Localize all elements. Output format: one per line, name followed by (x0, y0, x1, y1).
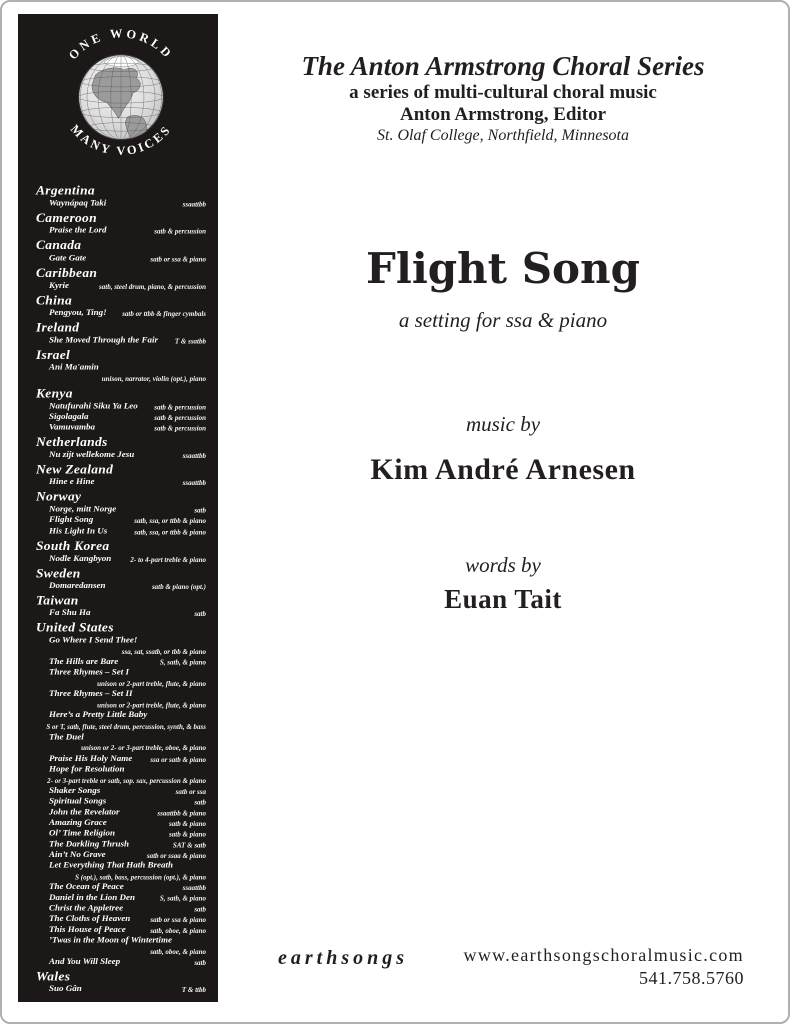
song-voicing: satb or ttbb & finger cymbals (122, 310, 206, 319)
song-entry (36, 307, 206, 318)
song-title: Flight Song (49, 514, 94, 525)
song-title: Ain’t No Grave (49, 849, 106, 859)
song-voicing: satb & piano (opt.) (151, 583, 206, 591)
song-entry (36, 956, 206, 967)
song-entry (36, 731, 206, 752)
song-entry (36, 710, 206, 731)
country-section (36, 184, 206, 208)
country-section (36, 566, 206, 590)
country-name: Norway (36, 489, 82, 504)
song-voicing: SAT & satb (172, 841, 206, 850)
song-voicing: satb, oboe, & piano (150, 927, 206, 935)
song-voicing: ssa or satb & piano (150, 755, 206, 764)
country-section (36, 294, 206, 318)
song-title: Three Rhymes – Set II (49, 688, 133, 699)
song-entry (36, 411, 206, 422)
country-section (36, 321, 206, 345)
song-entry (36, 881, 206, 892)
song-entry (36, 449, 206, 460)
country-name: Wales (36, 968, 71, 984)
song-title: Domaredansen (49, 580, 106, 590)
song-title: Pengyou, Ting! (49, 307, 107, 318)
country-section (36, 463, 206, 487)
country-section (36, 435, 206, 459)
song-title: The Cloths of Heaven (49, 913, 131, 924)
globe-icon (36, 22, 206, 174)
song-entry (36, 477, 206, 488)
song-voicing: satb (194, 610, 206, 619)
work-title-block (218, 245, 788, 333)
song-title: The Duel (49, 731, 84, 741)
song-voicing: satb (194, 905, 206, 914)
country-name: Argentina (36, 183, 95, 198)
song-voicing: ssaattbb (182, 884, 206, 892)
song-voicing: satb, ssa, or ttbb & piano (134, 517, 206, 526)
song-entry (36, 849, 206, 860)
song-entry (36, 225, 206, 236)
song-entry (36, 860, 206, 881)
song-entry (36, 903, 206, 914)
song-entry (36, 795, 206, 806)
song-entry (36, 689, 206, 710)
music-by-label: music by (465, 412, 541, 436)
song-voicing: S (opt.), satb, bass, percussion (opt.), & piano (75, 873, 206, 882)
song-entry (36, 828, 206, 839)
main-content (218, 2, 788, 1022)
series-sidebar (18, 14, 218, 1002)
song-entry (36, 400, 206, 411)
song-voicing: unison, narrator, violin (opt.), piano (101, 375, 206, 384)
song-voicing: unison or 2- or 3-part treble, oboe, & piano (81, 744, 206, 753)
country-name: Cameroon (36, 210, 97, 226)
song-voicing: satb & piano (169, 830, 206, 839)
song-title: Spiritual Songs (49, 795, 107, 806)
country-name: South Korea (36, 538, 110, 553)
song-entry (36, 984, 206, 995)
country-name: Israel (36, 347, 71, 363)
country-section (36, 594, 206, 618)
song-voicing: satb (194, 959, 206, 967)
song-voicing: satb (194, 506, 206, 515)
one-world-many-voices-logo (36, 22, 206, 174)
song-title: Here’s a Pretty Little Baby (49, 709, 148, 720)
song-entry (36, 553, 206, 564)
lyricist-name: Euan Tait (444, 584, 562, 614)
song-title: Kyrie (49, 279, 69, 290)
catalog (36, 184, 206, 994)
song-title: Praise His Holy Name (49, 752, 133, 763)
country-name: Canada (36, 237, 82, 253)
song-title: Amazing Grace (49, 816, 107, 827)
song-entry (36, 806, 206, 817)
publisher-contact (464, 944, 744, 989)
song-entry (36, 515, 206, 526)
song-voicing: 2- or 3-part treble or satb, sop. sax, percussion & piano (47, 776, 206, 785)
song-voicing: ssa, sat, ssatb, or tbb & piano (121, 648, 206, 657)
country-name: Sweden (36, 565, 81, 581)
country-name: Taiwan (36, 592, 79, 608)
song-voicing: satb & percussion (154, 424, 206, 433)
song-entry (36, 763, 206, 784)
series-subtitle: a series of multi-cultural choral music (349, 82, 657, 104)
song-title: And You Will Sleep (49, 956, 121, 966)
song-voicing: satb & piano (169, 819, 206, 828)
song-voicing: satb (194, 798, 206, 807)
song-title: John the Revelator (49, 806, 120, 816)
series-title: The Anton Armstrong Choral Series (301, 51, 705, 81)
country-name: United States (36, 620, 114, 635)
song-voicing: satb or ssa (175, 787, 206, 796)
country-name: China (36, 292, 73, 308)
song-voicing: S, satb, & piano (159, 659, 206, 668)
song-entry (36, 504, 206, 515)
music-credit (218, 412, 788, 487)
song-voicing: satb or ssaa & piano (146, 852, 206, 860)
country-section (36, 539, 206, 563)
song-title: Praise the Lord (49, 225, 107, 235)
song-voicing: satb, oboe, & piano (150, 948, 206, 957)
song-voicing: satb & percussion (154, 413, 206, 422)
song-voicing: 2- to 4-part treble & piano (130, 555, 206, 564)
country-section (36, 239, 206, 263)
song-title: Nu zijt wellekome Jesu (49, 449, 135, 459)
series-editor: Anton Armstrong, Editor (399, 104, 607, 126)
song-title: Sigolagala (49, 410, 89, 421)
series-institution: St. Olaf College, Northfield, Minnesota (377, 127, 629, 145)
song-entry (36, 608, 206, 619)
publisher-phone: 541.758.5760 (639, 967, 744, 988)
logo-arc-bottom-text: MANY VOICES (67, 121, 175, 158)
work-subtitle: a setting for ssa & piano (398, 308, 608, 333)
song-voicing: T & ttbb (181, 986, 206, 995)
song-voicing: ssaattbb & piano (157, 809, 206, 817)
country-section (36, 386, 206, 432)
song-title: Hope for Resolution (49, 763, 125, 774)
song-entry (36, 335, 206, 346)
song-voicing: S or T, satb, flute, steel drum, percussion, synth, & bass (46, 723, 206, 732)
country-section (36, 266, 206, 290)
song-title: Christ the Appletree (49, 902, 124, 913)
work-title: Flight Song (366, 244, 640, 293)
song-title: Fa Shu Ha (49, 607, 91, 618)
song-title: Gate Gate (49, 252, 87, 263)
song-voicing: satb & percussion (154, 228, 206, 236)
song-title: Ani Ma'amin (49, 362, 99, 372)
song-title: Shaker Songs (49, 784, 101, 795)
song-voicing: ssaattbb (182, 479, 206, 488)
song-title: She Moved Through the Fair (49, 334, 159, 345)
country-section (36, 490, 206, 536)
song-entry (36, 198, 206, 209)
song-title: His Light In Us (49, 525, 108, 536)
logo-arc-top-text: ONE WORLD (65, 26, 177, 63)
song-voicing: unison or 2-part treble, flute, & piano (97, 680, 206, 689)
song-entry (36, 913, 206, 924)
song-voicing: ssaattbb (182, 452, 206, 460)
song-entry (36, 422, 206, 433)
song-voicing: satb, ssa, or ttbb & piano (134, 528, 206, 537)
page-footer (218, 944, 788, 989)
song-voicing: T & ssatbb (174, 337, 206, 346)
country-name: Caribbean (36, 265, 98, 280)
song-entry (36, 253, 206, 264)
song-entry (36, 635, 206, 656)
song-entry (36, 580, 206, 591)
song-title: Natufurahi Siku Ya Leo (49, 400, 138, 410)
country-section (36, 621, 206, 967)
song-entry (36, 753, 206, 764)
song-title: Vamuvamba (49, 421, 96, 432)
song-voicing: satb or ssa & piano (150, 916, 206, 925)
song-entry (36, 924, 206, 935)
song-title: Nodle Kangbyon (49, 552, 112, 563)
song-title: The Darkling Thrush (49, 838, 130, 849)
song-title: Let Everything That Hath Breath (49, 859, 174, 870)
song-entry (36, 362, 206, 383)
song-entry (36, 525, 206, 536)
words-by-label: words by (465, 553, 541, 577)
publisher-website: www.earthsongschoralmusic.com (463, 945, 744, 965)
song-entry (36, 838, 206, 849)
song-entry (36, 892, 206, 903)
composer-name: Kim André Arnesen (370, 453, 636, 486)
song-title: Daniel in the Lion Den (49, 891, 136, 902)
country-name: New Zealand (36, 461, 114, 477)
song-voicing: unison or 2-part treble, flute, & piano (97, 702, 206, 710)
song-title: This House of Peace (49, 924, 126, 934)
song-title: Go Where I Send Thee! (49, 635, 138, 645)
song-entry (36, 656, 206, 667)
country-name: Netherlands (36, 434, 108, 449)
song-entry (36, 817, 206, 828)
country-section (36, 970, 206, 994)
song-voicing: satb, steel drum, piano, & percussion (99, 282, 206, 291)
song-title: Norge, mitt Norge (49, 503, 117, 514)
song-title: Hine e Hine (49, 476, 95, 487)
words-credit (218, 553, 788, 615)
country-name: Kenya (36, 385, 73, 401)
country-section (36, 211, 206, 235)
song-voicing: satb & percussion (154, 403, 206, 411)
song-entry (36, 280, 206, 291)
song-title: ’Twas in the Moon of Wintertime (49, 934, 172, 945)
song-entry (36, 935, 206, 956)
publisher-logo-text: earthsongs (278, 947, 409, 969)
song-title: The Ocean of Peace (49, 881, 124, 891)
song-title: The Hills are Bare (49, 656, 119, 667)
song-title: Three Rhymes – Set I (49, 667, 129, 677)
song-title: Waynápaq Taki (49, 197, 107, 208)
country-section (36, 348, 206, 383)
series-header (218, 50, 788, 147)
song-entry (36, 785, 206, 796)
song-voicing: ssaattbb (182, 200, 206, 209)
song-voicing: S, satb, & piano (159, 894, 206, 903)
country-name: Ireland (36, 320, 80, 335)
song-title: Ol’ Time Religion (49, 827, 115, 838)
song-title: Suo Gân (49, 983, 82, 994)
song-entry (36, 667, 206, 688)
song-voicing: satb or ssa & piano (150, 255, 206, 264)
